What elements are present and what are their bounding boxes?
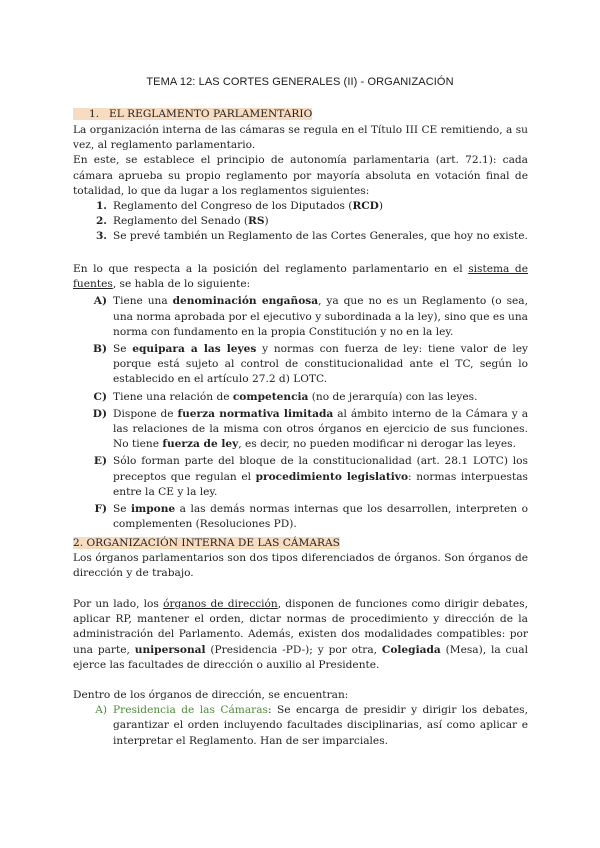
list-item: A) Presidencia de las Cámaras: Se encarga de presidir y dirigir los debates, garantizar el orden incluyendo facultades disciplinarias, así como aplicar e interpretar el Reglamento. Han de ser imparciales. <box>95 704 528 747</box>
paragraph-principle: En este, se establece el principio de autonomía parlamentaria (art. 72.1): cada cámara aprueba su propio reglamento por mayoría absoluta en votación final de totalidad, lo que da lugar a los reglamentos siguientes: <box>73 154 528 197</box>
list-item: 3. Se prevé también un Reglamento de las Cortes Generales, que hoy no existe. <box>95 230 528 243</box>
list-item: B) Se equipara a las leyes y normas con fuerza de ley: tiene valor de ley porque está sujeto al control de constitucionalidad ante el TC, según lo establecido en el artículo 27.2 d) LOTC. <box>93 343 528 386</box>
paragraph-sources: En lo que respecta a la posición del reglamento parlamentario en el sistema de fuentes, se habla de lo siguiente: <box>73 263 528 291</box>
list-item: F) Se impone a las demás normas internas que los desarrollen, interpreten o complementen (Resoluciones PD). <box>94 503 528 531</box>
list-item: 1. Reglamento del Congreso de los Diputados (RCD) <box>95 200 384 213</box>
direction-organs-paragraph: Por un lado, los órganos de dirección, disponen de funciones como dirigir debates, aplicar RP, mantener el orden, dictar normas de procedimiento y dirección de la administración del Parlamento. Además, existen dos modalidades compatibles: por una parte, unipersonal (Presidencia -PD-); y por otra, Colegiada (Mesa), la cual ejerce las facultades de dirección o auxilio al Presidente. <box>73 598 528 671</box>
document-title: TEMA 12: LAS CORTES GENERALES (II) - ORGANIZACIÓN <box>146 76 454 88</box>
section-2-intro: Los órganos parlamentarios son dos tipos diferenciados de órganos. Son órganos de dirección y de trabajo. <box>73 552 528 580</box>
list-item: D) Dispone de fuerza normativa limitada al ámbito interno de la Cámara y a las relaciones de la misma con otros órganos en ejercicio de sus funciones. No tiene fuerza de ley, es decir, no pueden modificar ni derogar las leyes. <box>92 407 529 451</box>
features-list <box>73 294 528 532</box>
section-2-title: 2. ORGANIZACIÓN INTERNA DE LAS CÁMARAS <box>73 537 340 549</box>
sources-block <box>73 262 528 532</box>
section-1-heading: 1. EL REGLAMENTO PARLAMENTARIO <box>73 107 528 122</box>
paragraph-intro: La organización interna de las cámaras se regula en el Título III CE remitiendo, a su vez, al reglamento parlamentario. <box>73 124 528 152</box>
section-1-title: EL REGLAMENTO PARLAMENTARIO <box>109 108 313 120</box>
organs-block <box>73 688 528 749</box>
paragraph-within: Dentro de los órganos de dirección, se encuentran: <box>73 689 349 701</box>
list-item: C) Tiene una relación de competencia (no de jerarquía) con las leyes. <box>93 390 478 403</box>
organs-list <box>73 703 528 749</box>
regulations-list <box>73 199 528 245</box>
list-item: 2. Reglamento del Senado (RS) <box>95 215 269 228</box>
list-item: A) Tiene una denominación engañosa, ya que no es un Reglamento (o sea, una norma aprobada por el ejecutivo y subordinada a la ley), sino que es una norma con fundamento en la propia Constitución y no en la ley. <box>93 295 528 338</box>
section-1-body <box>73 123 528 245</box>
section-2-heading <box>73 536 528 551</box>
list-item: E) Sólo forman parte del bloque de la constitucionalidad (art. 28.1 LOTC) los preceptos que regulan el procedimiento legislativo: normas interpuestas entre la CE y la ley. <box>93 455 528 498</box>
